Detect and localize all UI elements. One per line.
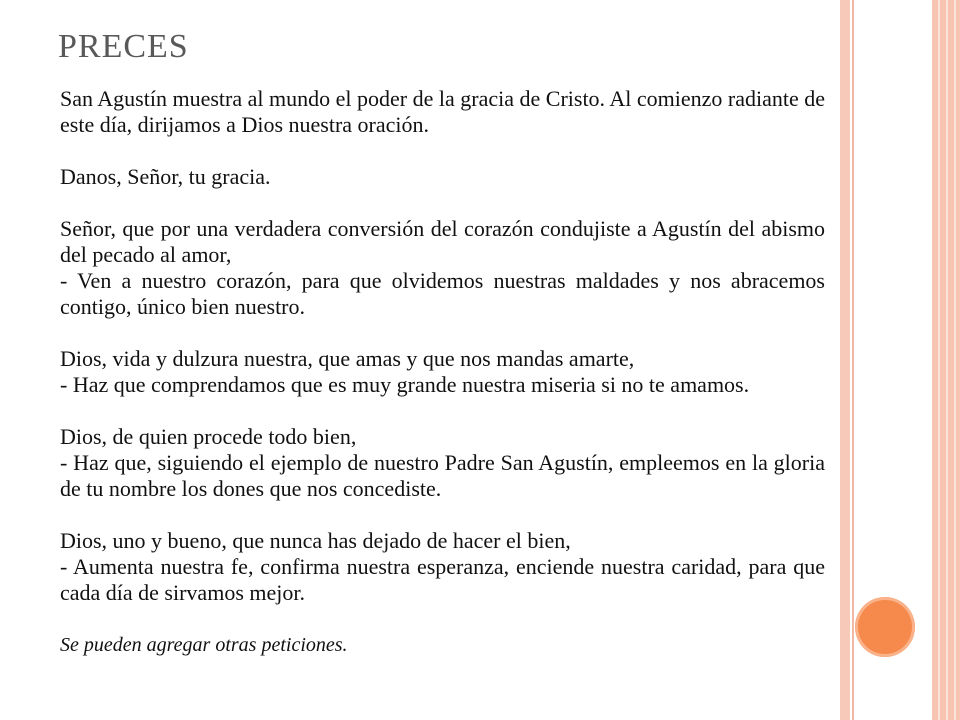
petition-invocation: Dios, uno y bueno, que nunca has dejado de hacer el bien, xyxy=(60,528,571,553)
slide-body xyxy=(60,86,825,684)
petition-invocation: Dios, vida y dulzura nuestra, que amas y que nos mandas amarte, xyxy=(60,346,635,371)
frame-band-line xyxy=(946,0,948,720)
closing-note: Se pueden agregar otras peticiones. xyxy=(60,634,348,656)
response-paragraph: Danos, Señor, tu gracia. xyxy=(60,164,271,189)
frame-line xyxy=(852,0,854,720)
petition-invocation: Señor, que por una verdadera conversión del corazón condujiste a Agustín del abismo del pecado al amor, xyxy=(60,216,825,267)
petition xyxy=(60,216,825,320)
petition-reply: - Haz que, siguiendo el ejemplo de nuestro Padre San Agustín, empleemos en la gloria de tu nombre los dones que nos concediste. xyxy=(60,450,825,501)
petition xyxy=(60,528,825,606)
intro-paragraph: San Agustín muestra al mundo el poder de la gracia de Cristo. Al comienzo radiante de este día, dirijamos a Dios nuestra oración. xyxy=(60,86,825,137)
frame-inner-stripe xyxy=(840,0,850,720)
slide-title: PRECES xyxy=(58,28,189,65)
frame-band-line xyxy=(954,0,956,720)
frame-band-line xyxy=(938,0,940,720)
petition-invocation: Dios, de quien procede todo bien, xyxy=(60,424,357,449)
petition xyxy=(60,346,825,398)
petition-reply: - Ven a nuestro corazón, para que olvidemos nuestras maldades y nos abracemos contigo, único bien nuestro. xyxy=(60,268,825,319)
petition xyxy=(60,424,825,502)
orange-circle-decoration xyxy=(855,597,915,657)
petition-reply: - Aumenta nuestra fe, confirma nuestra esperanza, enciende nuestra caridad, para que cada día de sirvamos mejor. xyxy=(60,554,825,605)
petition-reply: - Haz que comprendamos que es muy grande nuestra miseria si no te amamos. xyxy=(60,372,750,397)
